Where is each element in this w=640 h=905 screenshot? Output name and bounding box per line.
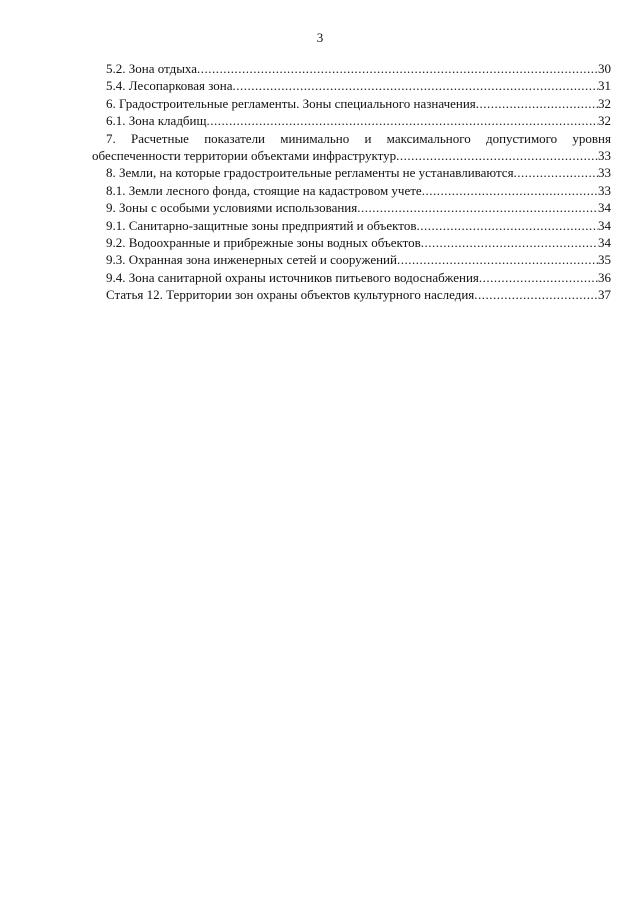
toc-entry-page: 30 [598, 61, 611, 76]
toc-entry-page: 32 [598, 113, 611, 129]
toc-entry [92, 164, 611, 181]
toc-entry-page: 33 [598, 182, 611, 198]
toc-entry [92, 60, 611, 77]
toc-entry-page: 37 [598, 287, 611, 303]
toc-entry-label-line2: обеспеченности территории объектами инфраструктур [92, 148, 397, 164]
toc-leader-dots [397, 251, 598, 268]
toc-leader-dots [476, 95, 598, 112]
toc-entry [92, 130, 611, 165]
toc-leader-dots [421, 234, 598, 251]
toc-entry [92, 269, 611, 286]
toc-entry-label: 5.4. Лесопарковая зона [106, 78, 233, 94]
toc-entry-last-line [92, 147, 611, 164]
toc-entry [92, 286, 611, 303]
toc-entry-label: 8. Земли, на которые градостроительные регламенты не устанавливаются [106, 165, 514, 181]
toc-entry-page: 32 [598, 95, 611, 111]
toc-entry-label: 8.1. Земли лесного фонда, стоящие на кадастровом учете [106, 182, 422, 198]
toc-leader-dots [416, 217, 598, 234]
toc-leader-dots [514, 164, 598, 181]
page-number: 3 [316, 30, 324, 45]
toc-entry-page: 34 [598, 200, 611, 216]
toc-leader-dots [197, 60, 598, 77]
toc-entry-page: 33 [598, 148, 611, 164]
toc-leader-dots [422, 182, 598, 199]
toc-entry-label: 9.2. Водоохранные и прибрежные зоны водных объектов [106, 235, 421, 251]
toc-entry-label-line1: 7. Расчетные показатели минимально и максимального допустимого уровня [106, 130, 611, 146]
toc-entry-page: 34 [598, 217, 611, 233]
toc-leader-dots [357, 199, 598, 216]
toc-entry-label: 5.2. Зона отдыха [106, 61, 198, 76]
toc-entry-page: 31 [598, 78, 611, 94]
toc-entry-label: Статья 12. Территории зон охраны объектов культурного наследия [106, 287, 475, 303]
toc-leader-dots [474, 286, 598, 303]
toc-entry-label: 9.4. Зона санитарной охраны источников питьевого водоснабжения [106, 269, 479, 285]
toc-entry [92, 234, 611, 251]
toc-leader-dots [479, 269, 598, 286]
toc-leader-dots [207, 112, 598, 129]
toc-entry-page: 36 [598, 269, 611, 285]
toc-entry-label: 9.3. Охранная зона инженерных сетей и сооружений [106, 252, 397, 268]
table-of-contents [92, 60, 611, 304]
toc-entry [92, 199, 611, 216]
toc-entry [92, 182, 611, 199]
toc-leader-dots [396, 147, 598, 164]
toc-entry [92, 77, 611, 94]
toc-entry [92, 95, 611, 112]
toc-entry-label: 9. Зоны с особыми условиями использования [106, 200, 358, 216]
toc-entry-label: 9.1. Санитарно-защитные зоны предприятий и объектов [106, 217, 417, 233]
toc-entry [92, 251, 611, 268]
toc-entry-page: 34 [598, 235, 611, 251]
toc-entry-label: 6.1. Зона кладбищ [106, 113, 207, 129]
toc-entry [92, 112, 611, 129]
toc-entry-page: 33 [598, 165, 611, 181]
toc-leader-dots [232, 77, 598, 94]
toc-entry-page: 35 [598, 252, 611, 268]
toc-entry [92, 217, 611, 234]
toc-entry-label: 6. Градостроительные регламенты. Зоны специального назначения [106, 95, 476, 111]
